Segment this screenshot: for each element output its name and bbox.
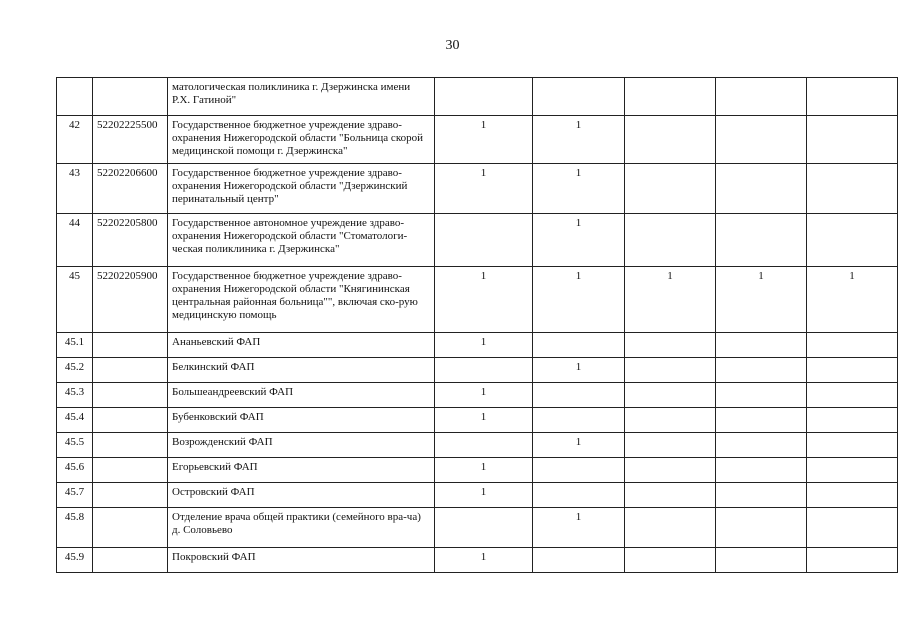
row-value-cell-5 <box>807 408 898 433</box>
row-number-cell: 45.3 <box>57 383 93 408</box>
row-number-cell: 45 <box>57 267 93 333</box>
row-value-cell-1: 1 <box>435 548 533 573</box>
table-body <box>57 78 898 573</box>
row-value-cell-2 <box>533 483 625 508</box>
row-value-cell-4 <box>716 116 807 164</box>
table-row <box>57 408 898 433</box>
row-value-cell-4 <box>716 333 807 358</box>
row-value-cell-5 <box>807 164 898 214</box>
row-value-cell-3 <box>625 78 716 116</box>
table-row <box>57 483 898 508</box>
table-row <box>57 433 898 458</box>
row-value-cell-5 <box>807 508 898 548</box>
row-value-cell-2 <box>533 548 625 573</box>
row-value-cell-3 <box>625 458 716 483</box>
row-value-cell-2: 1 <box>533 164 625 214</box>
row-value-cell-4 <box>716 433 807 458</box>
row-value-cell-1: 1 <box>435 483 533 508</box>
table-row <box>57 116 898 164</box>
row-value-cell-1: 1 <box>435 164 533 214</box>
row-name-cell: Государственное бюджетное учреждение здраво-охранения Нижегородской области "Больница скорой медицинской помощи г. Дзержинска" <box>168 116 435 164</box>
row-value-cell-3 <box>625 116 716 164</box>
row-code-cell: 52202205800 <box>93 214 168 267</box>
row-value-cell-3 <box>625 214 716 267</box>
row-name-cell: Государственное бюджетное учреждение здраво-охранения Нижегородской области "Княгининская центральная районная больница"", включая ско-рую медицинскую помощь <box>168 267 435 333</box>
row-name-cell: Государственное бюджетное учреждение здраво-охранения Нижегородской области "Дзержинский перинатальный центр" <box>168 164 435 214</box>
row-code-cell <box>93 508 168 548</box>
row-value-cell-3 <box>625 358 716 383</box>
row-value-cell-5 <box>807 458 898 483</box>
row-value-cell-3 <box>625 433 716 458</box>
row-number-cell: 45.9 <box>57 548 93 573</box>
row-code-cell <box>93 383 168 408</box>
row-value-cell-2: 1 <box>533 508 625 548</box>
row-value-cell-4 <box>716 458 807 483</box>
row-value-cell-2 <box>533 78 625 116</box>
row-value-cell-3 <box>625 483 716 508</box>
row-value-cell-1: 1 <box>435 458 533 483</box>
row-number-cell: 45.6 <box>57 458 93 483</box>
row-value-cell-2: 1 <box>533 358 625 383</box>
row-value-cell-2 <box>533 458 625 483</box>
table-row <box>57 508 898 548</box>
table-row <box>57 548 898 573</box>
table-row <box>57 458 898 483</box>
row-name-cell: Ананьевский ФАП <box>168 333 435 358</box>
row-value-cell-4: 1 <box>716 267 807 333</box>
row-value-cell-4 <box>716 508 807 548</box>
row-code-cell <box>93 333 168 358</box>
row-value-cell-2 <box>533 408 625 433</box>
row-value-cell-1 <box>435 358 533 383</box>
facilities-table <box>56 77 898 573</box>
row-number-cell: 45.1 <box>57 333 93 358</box>
row-value-cell-2: 1 <box>533 267 625 333</box>
row-code-cell: 52202225500 <box>93 116 168 164</box>
row-value-cell-5 <box>807 78 898 116</box>
row-value-cell-3: 1 <box>625 267 716 333</box>
row-value-cell-5 <box>807 548 898 573</box>
row-name-cell: Егорьевский ФАП <box>168 458 435 483</box>
row-code-cell <box>93 78 168 116</box>
row-code-cell <box>93 483 168 508</box>
row-value-cell-5 <box>807 333 898 358</box>
row-value-cell-5 <box>807 116 898 164</box>
row-value-cell-4 <box>716 358 807 383</box>
row-value-cell-4 <box>716 383 807 408</box>
row-value-cell-3 <box>625 548 716 573</box>
row-number-cell: 45.4 <box>57 408 93 433</box>
row-number-cell <box>57 78 93 116</box>
row-value-cell-5 <box>807 383 898 408</box>
row-number-cell: 45.5 <box>57 433 93 458</box>
table-row <box>57 383 898 408</box>
row-value-cell-5 <box>807 433 898 458</box>
row-value-cell-2: 1 <box>533 214 625 267</box>
row-number-cell: 45.7 <box>57 483 93 508</box>
row-value-cell-5 <box>807 214 898 267</box>
row-value-cell-5 <box>807 483 898 508</box>
table-row <box>57 358 898 383</box>
row-value-cell-4 <box>716 408 807 433</box>
table-row <box>57 164 898 214</box>
row-code-cell <box>93 408 168 433</box>
row-value-cell-5: 1 <box>807 267 898 333</box>
row-value-cell-4 <box>716 214 807 267</box>
row-code-cell <box>93 358 168 383</box>
table-row <box>57 267 898 333</box>
row-value-cell-1 <box>435 214 533 267</box>
row-number-cell: 45.2 <box>57 358 93 383</box>
table-row <box>57 214 898 267</box>
row-value-cell-1: 1 <box>435 116 533 164</box>
row-value-cell-2: 1 <box>533 116 625 164</box>
row-name-cell: Островский ФАП <box>168 483 435 508</box>
row-number-cell: 42 <box>57 116 93 164</box>
row-value-cell-4 <box>716 483 807 508</box>
row-code-cell <box>93 433 168 458</box>
row-name-cell: Бубенковский ФАП <box>168 408 435 433</box>
row-value-cell-2: 1 <box>533 433 625 458</box>
row-value-cell-1: 1 <box>435 408 533 433</box>
row-name-cell: Белкинский ФАП <box>168 358 435 383</box>
row-name-cell: матологическая поликлиника г. Дзержинска имени Р.Х. Гатиной" <box>168 78 435 116</box>
row-name-cell: Большеандреевский ФАП <box>168 383 435 408</box>
row-name-cell: Покровский ФАП <box>168 548 435 573</box>
row-value-cell-4 <box>716 548 807 573</box>
row-value-cell-1 <box>435 433 533 458</box>
row-value-cell-1: 1 <box>435 383 533 408</box>
page-number: 30 <box>445 38 460 53</box>
row-number-cell: 44 <box>57 214 93 267</box>
row-name-cell: Государственное автономное учреждение здраво-охранения Нижегородской области "Стоматологи-ческая поликлиника г. Дзержинска" <box>168 214 435 267</box>
row-number-cell: 43 <box>57 164 93 214</box>
row-value-cell-5 <box>807 358 898 383</box>
row-value-cell-1: 1 <box>435 333 533 358</box>
row-value-cell-4 <box>716 78 807 116</box>
row-code-cell: 52202205900 <box>93 267 168 333</box>
row-value-cell-3 <box>625 508 716 548</box>
row-number-cell: 45.8 <box>57 508 93 548</box>
table-row <box>57 333 898 358</box>
row-code-cell <box>93 458 168 483</box>
row-value-cell-2 <box>533 333 625 358</box>
row-value-cell-1 <box>435 508 533 548</box>
row-name-cell: Возрожденский ФАП <box>168 433 435 458</box>
row-code-cell: 52202206600 <box>93 164 168 214</box>
row-value-cell-3 <box>625 383 716 408</box>
row-value-cell-3 <box>625 333 716 358</box>
row-value-cell-2 <box>533 383 625 408</box>
row-value-cell-3 <box>625 408 716 433</box>
row-value-cell-1 <box>435 78 533 116</box>
row-value-cell-4 <box>716 164 807 214</box>
row-name-cell: Отделение врача общей практики (семейного вра-ча) д. Соловьево <box>168 508 435 548</box>
row-code-cell <box>93 548 168 573</box>
table-row <box>57 78 898 116</box>
row-value-cell-1: 1 <box>435 267 533 333</box>
row-value-cell-3 <box>625 164 716 214</box>
